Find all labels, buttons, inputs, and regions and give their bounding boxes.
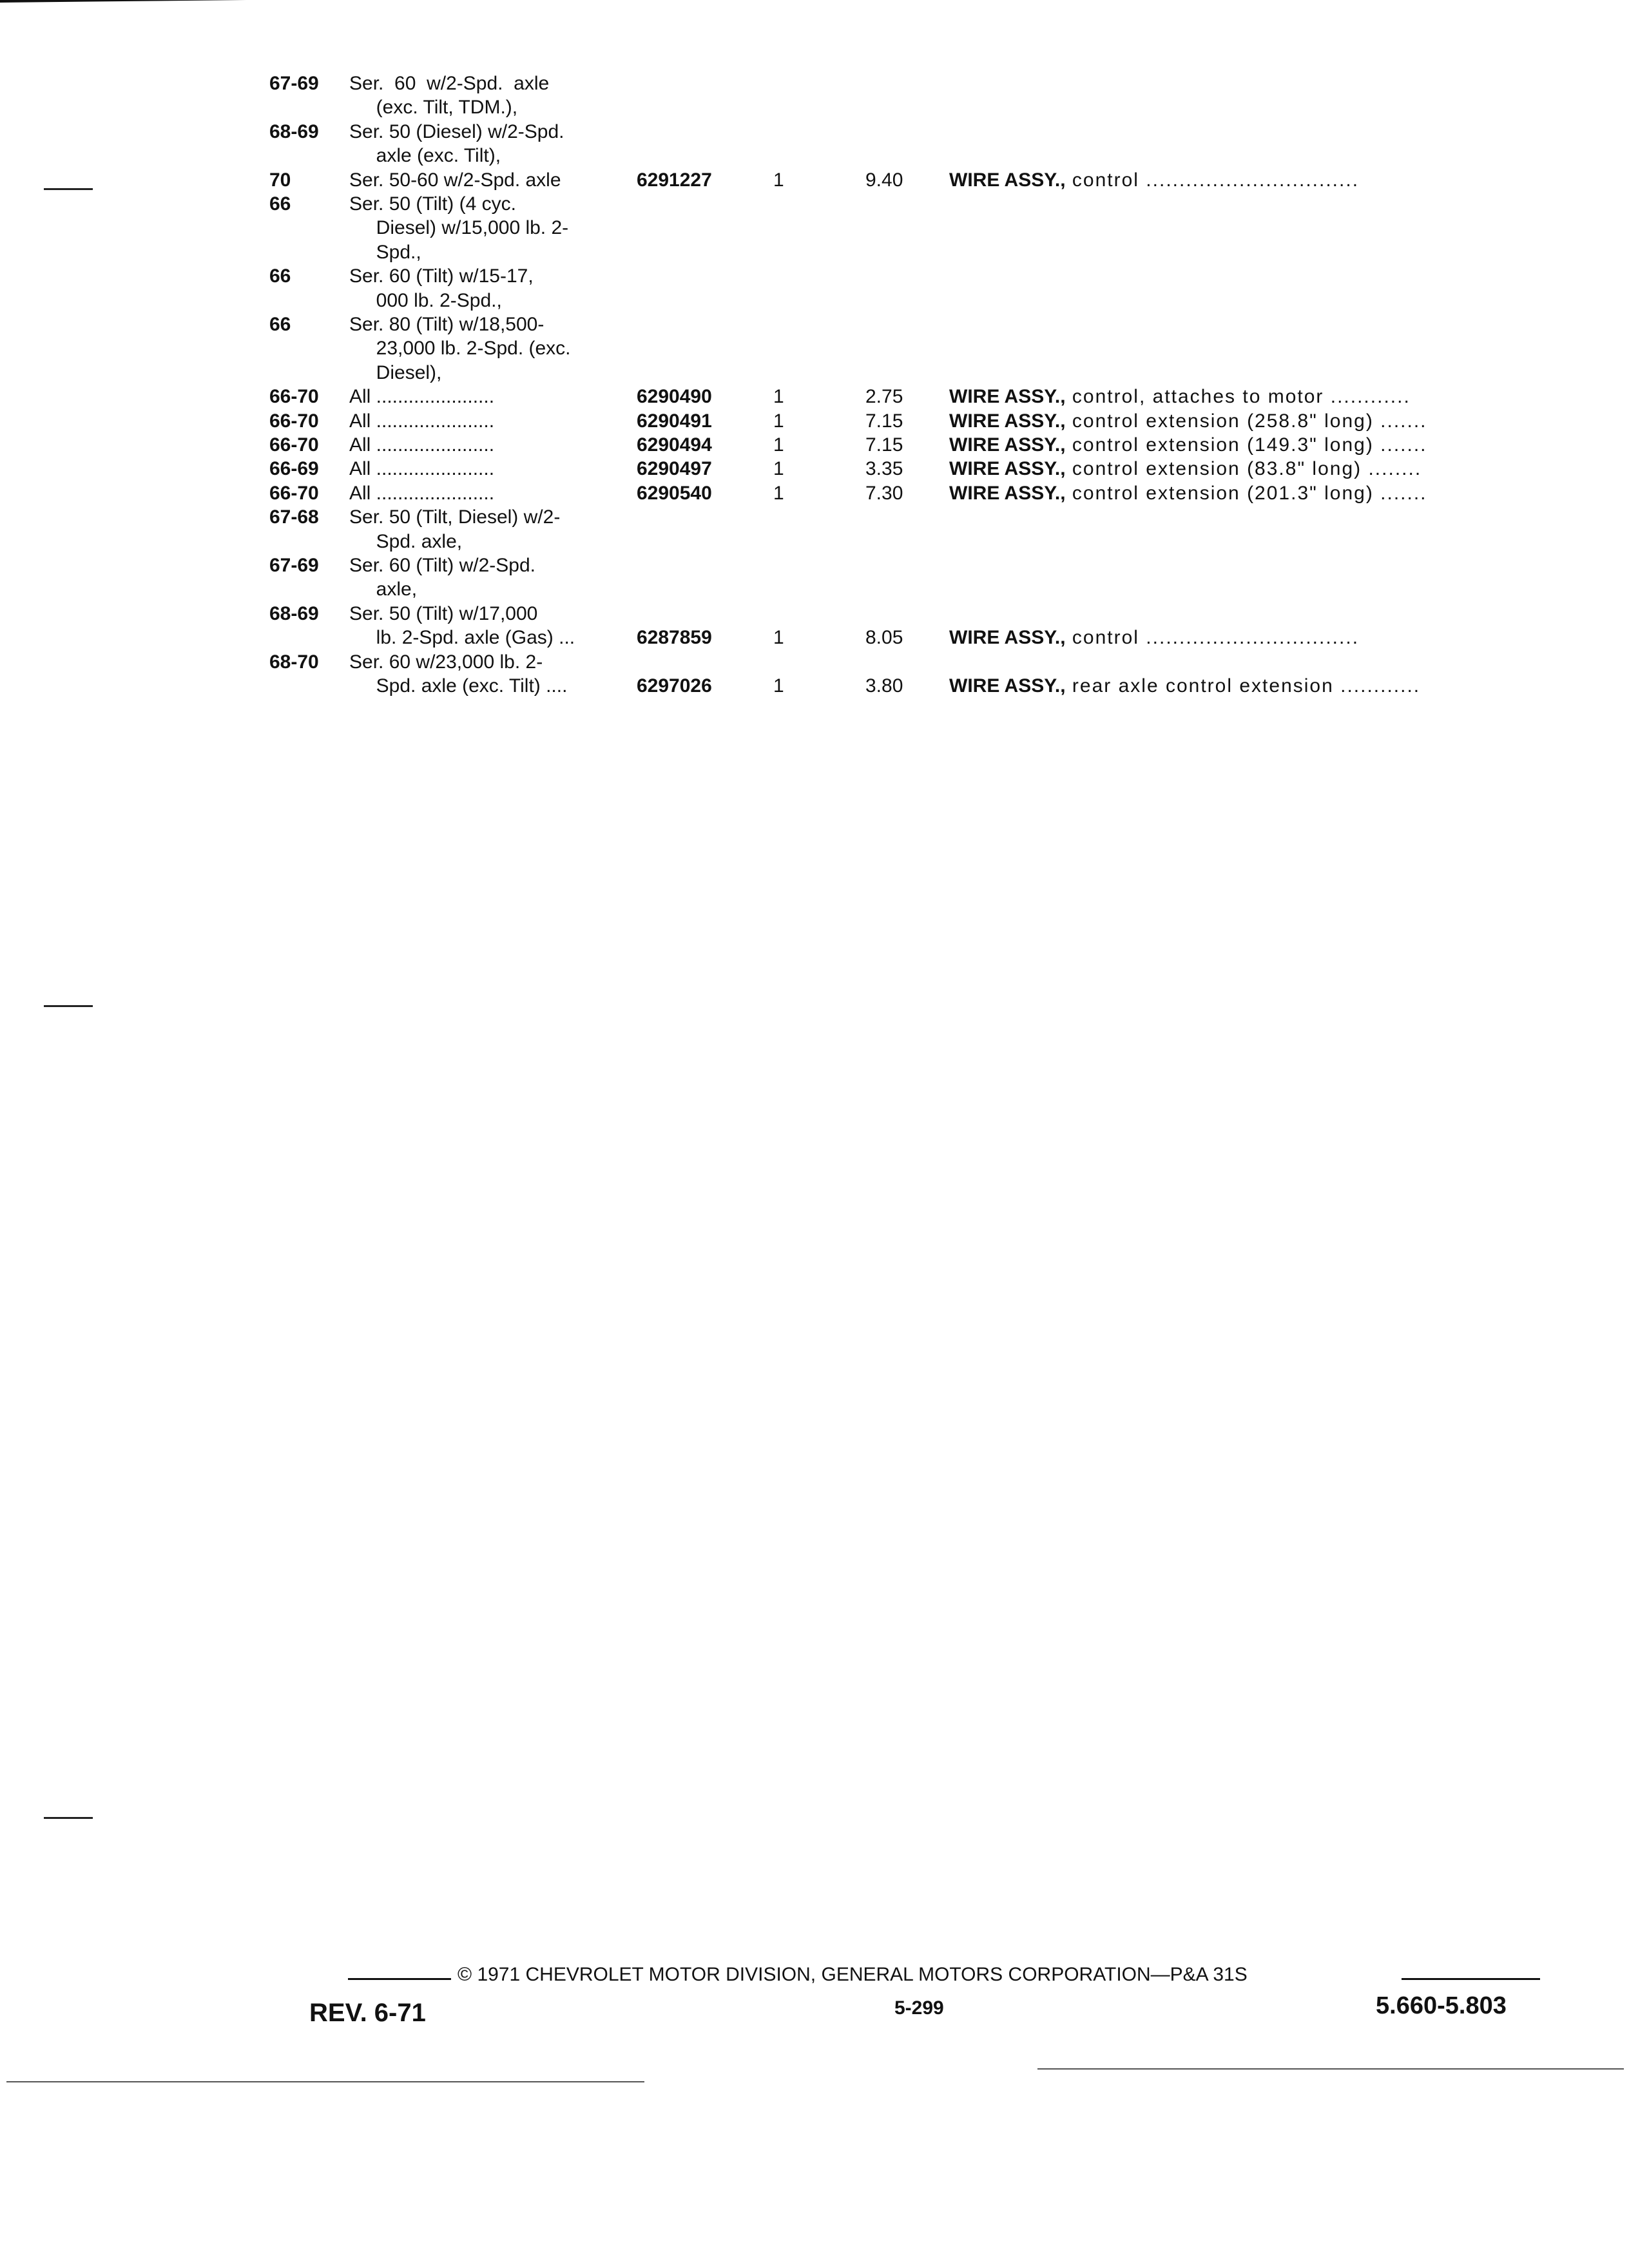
part-description — [949, 675, 1420, 698]
part-number: 6290497 — [637, 458, 712, 480]
part-number: 6290494 — [637, 434, 712, 456]
catalog-row — [269, 96, 1532, 119]
part-number: 6290491 — [637, 410, 712, 432]
model-years: 67-68 — [269, 506, 319, 528]
bottom-rule-left — [6, 2081, 644, 2082]
price: 7.15 — [865, 410, 903, 432]
application: 000 lb. 2-Spd., — [349, 289, 502, 311]
part-description — [949, 385, 1411, 408]
description-text: control extension (258.8" long) ....... — [1065, 410, 1427, 432]
catalog-row — [269, 385, 1532, 408]
model-years: 66-70 — [269, 482, 319, 504]
part-name: WIRE ASSY., — [949, 627, 1066, 649]
part-number: 6290490 — [637, 386, 712, 408]
application: Ser. 50-60 w/2-Spd. axle — [349, 169, 561, 191]
price: 3.35 — [865, 458, 903, 480]
application: Spd., — [349, 241, 421, 263]
application: axle (exc. Tilt), — [349, 145, 501, 167]
price: 7.15 — [865, 434, 903, 456]
application: All ...................... — [349, 434, 495, 456]
application: axle, — [349, 579, 418, 601]
footer-rule-right — [1402, 1978, 1540, 1980]
model-years: 67-69 — [269, 73, 319, 94]
application: lb. 2-Spd. axle (Gas) ... — [349, 627, 575, 649]
application: All ...................... — [349, 458, 495, 480]
price: 2.75 — [865, 386, 903, 408]
catalog-row — [269, 313, 1532, 336]
part-description — [949, 169, 1359, 192]
margin-tick — [44, 188, 93, 190]
part-description — [949, 457, 1422, 481]
catalog-row — [269, 602, 1532, 626]
description-text: control extension (201.3" long) ....... — [1065, 482, 1427, 504]
application: Spd. axle, — [349, 530, 463, 552]
part-description — [949, 410, 1427, 433]
quantity: 1 — [773, 482, 784, 504]
description-text: control extension (83.8" long) ........ — [1065, 458, 1422, 480]
footer-rule-left — [348, 1978, 451, 1980]
copyright-line: © 1971 CHEVROLET MOTOR DIVISION, GENERAL MOTORS CORPORATION—P&A 31S — [458, 1964, 1248, 1985]
model-years: 66 — [269, 265, 291, 287]
model-years: 66-70 — [269, 434, 319, 456]
catalog-row — [269, 193, 1532, 216]
margin-tick — [44, 1005, 93, 1007]
description-text: control extension (149.3" long) ....... — [1065, 434, 1427, 456]
model-years: 66-69 — [269, 458, 319, 480]
application: Diesel) w/15,000 lb. 2- — [349, 217, 569, 239]
quantity: 1 — [773, 386, 784, 408]
catalog-row — [269, 482, 1532, 505]
model-years: 67-69 — [269, 555, 319, 576]
page-number: 5-299 — [894, 1997, 944, 2019]
description-text: rear axle control extension ............ — [1065, 675, 1421, 697]
catalog-row — [269, 651, 1532, 674]
part-description — [949, 482, 1427, 505]
group-range: 5.660-5.803 — [1376, 1992, 1507, 2019]
application: Ser. 60 w/2-Spd. axle — [349, 73, 550, 94]
price: 9.40 — [865, 169, 903, 191]
part-number: 6287859 — [637, 627, 712, 649]
catalog-row — [269, 626, 1532, 649]
catalog-row — [269, 241, 1532, 264]
application: Ser. 50 (Tilt, Diesel) w/2- — [349, 506, 561, 528]
part-name: WIRE ASSY., — [949, 675, 1066, 697]
application: Ser. 60 (Tilt) w/15-17, — [349, 265, 534, 287]
model-years: 66-70 — [269, 386, 319, 408]
catalog-row — [269, 434, 1532, 457]
quantity: 1 — [773, 410, 784, 432]
quantity: 1 — [773, 458, 784, 480]
catalog-row — [269, 361, 1532, 385]
application: All ...................... — [349, 482, 495, 504]
catalog-row — [269, 506, 1532, 529]
catalog-row — [269, 675, 1532, 698]
top-rule — [0, 0, 1244, 3]
application: Ser. 50 (Tilt) w/17,000 — [349, 602, 538, 624]
model-years: 68-69 — [269, 602, 319, 624]
model-years: 66 — [269, 193, 291, 215]
part-name: WIRE ASSY., — [949, 434, 1066, 456]
part-name: WIRE ASSY., — [949, 458, 1066, 480]
catalog-row — [269, 72, 1532, 95]
catalog-row — [269, 578, 1532, 601]
catalog-row — [269, 265, 1532, 288]
catalog-row — [269, 216, 1532, 240]
application: All ...................... — [349, 386, 495, 408]
model-years: 68-69 — [269, 120, 319, 142]
price: 3.80 — [865, 675, 903, 697]
catalog-row — [269, 120, 1532, 144]
application: Ser. 60 w/23,000 lb. 2- — [349, 651, 543, 673]
application: Spd. axle (exc. Tilt) .... — [349, 675, 568, 697]
model-years: 68-70 — [269, 651, 319, 673]
application: (exc. Tilt, TDM.), — [349, 97, 518, 119]
part-name: WIRE ASSY., — [949, 169, 1066, 191]
part-number: 6297026 — [637, 675, 712, 697]
quantity: 1 — [773, 627, 784, 649]
catalog-row — [269, 169, 1532, 192]
model-years: 70 — [269, 169, 291, 191]
catalog-row — [269, 530, 1532, 553]
description-text: control, attaches to motor ............ — [1065, 386, 1411, 408]
margin-tick — [44, 1817, 93, 1819]
catalog-row — [269, 457, 1532, 481]
catalog-row — [269, 410, 1532, 433]
catalog-row — [269, 144, 1532, 168]
bottom-rule-right — [1037, 2068, 1624, 2070]
price: 7.30 — [865, 482, 903, 504]
catalog-row — [269, 337, 1532, 360]
part-description — [949, 626, 1359, 649]
part-number: 6290540 — [637, 482, 712, 504]
description-text: control ................................ — [1065, 169, 1360, 191]
application: All ...................... — [349, 410, 495, 432]
application: Diesel), — [349, 361, 442, 383]
application: Ser. 50 (Tilt) (4 cyc. — [349, 193, 516, 215]
revision-label: REV. 6-71 — [309, 1999, 426, 2027]
part-name: WIRE ASSY., — [949, 386, 1066, 408]
application: Ser. 50 (Diesel) w/2-Spd. — [349, 120, 564, 142]
quantity: 1 — [773, 675, 784, 697]
application: Ser. 60 (Tilt) w/2-Spd. — [349, 555, 535, 576]
quantity: 1 — [773, 169, 784, 191]
description-text: control ................................ — [1065, 627, 1360, 649]
part-name: WIRE ASSY., — [949, 410, 1066, 432]
model-years: 66-70 — [269, 410, 319, 432]
catalog-row — [269, 554, 1532, 577]
part-number: 6291227 — [637, 169, 712, 191]
application: 23,000 lb. 2-Spd. (exc. — [349, 338, 571, 360]
price: 8.05 — [865, 627, 903, 649]
quantity: 1 — [773, 434, 784, 456]
part-name: WIRE ASSY., — [949, 482, 1066, 504]
application: Ser. 80 (Tilt) w/18,500- — [349, 314, 545, 335]
part-description — [949, 434, 1427, 457]
catalog-row — [269, 289, 1532, 312]
model-years: 66 — [269, 314, 291, 335]
